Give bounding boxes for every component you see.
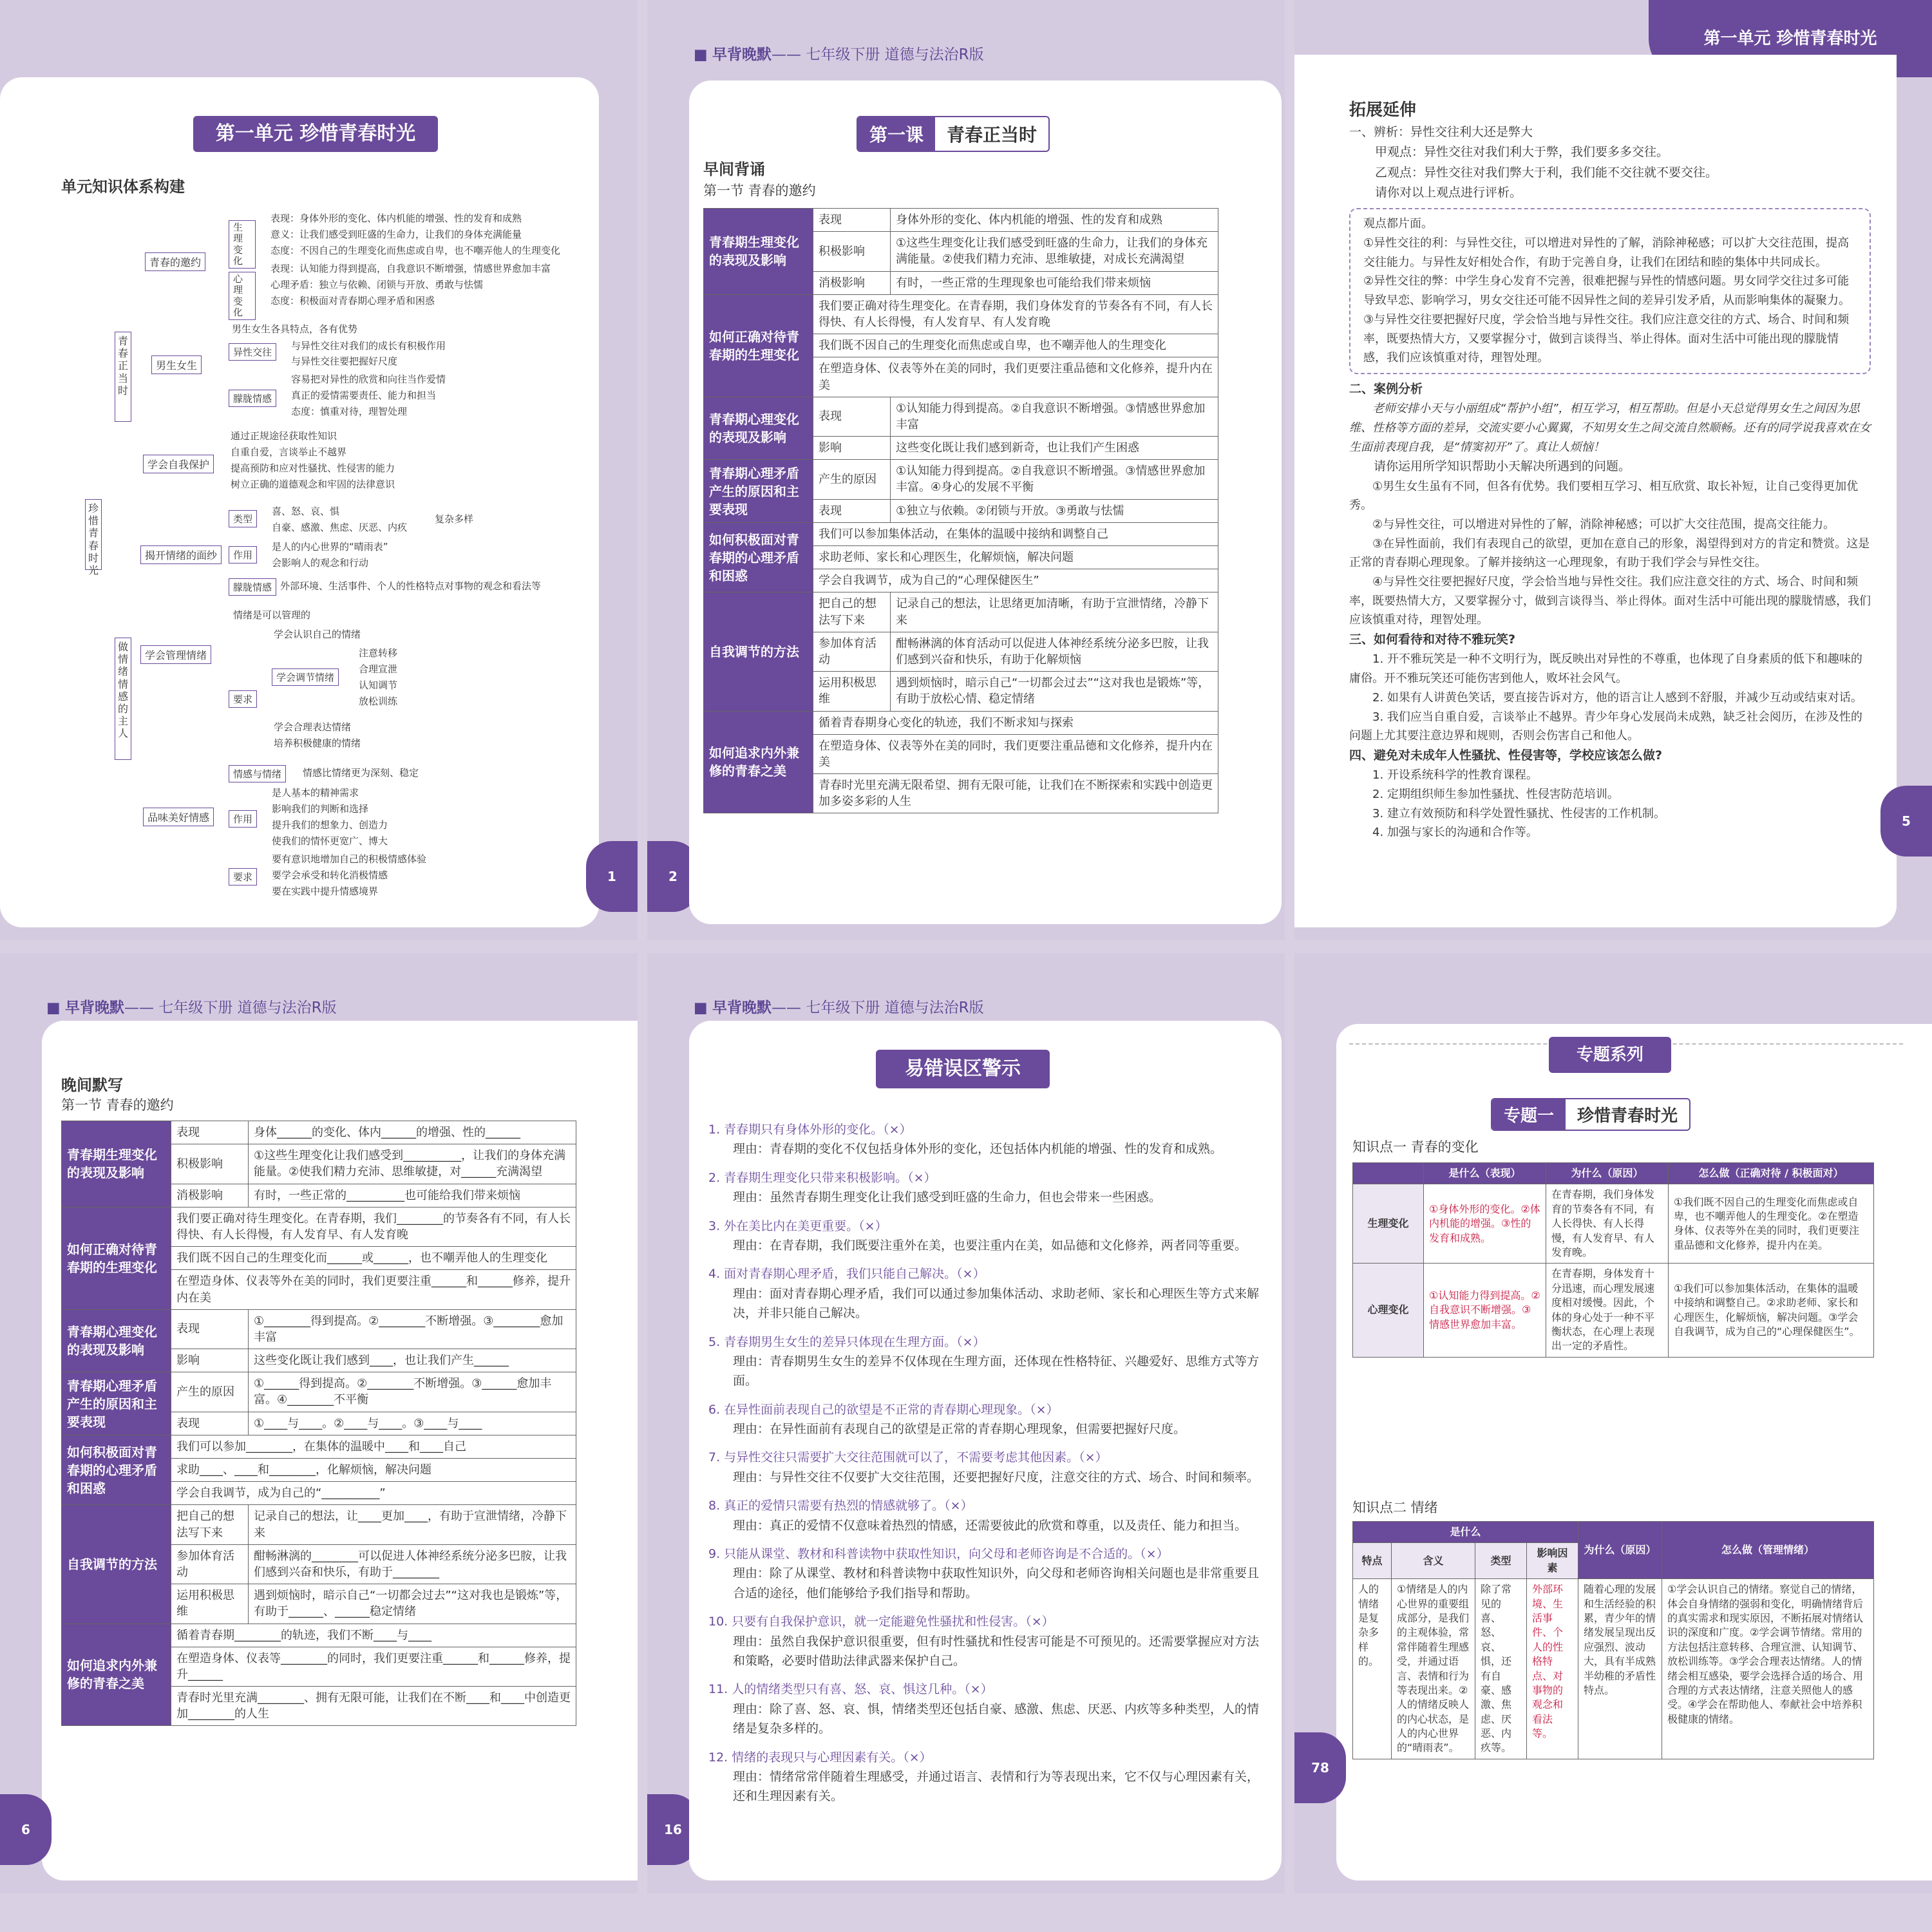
table-row (1353, 1579, 1874, 1759)
mm-node: 异性交往 (229, 343, 276, 361)
lesson-title: 青春正当时 (947, 124, 1037, 146)
error-reason: 理由：青春期的变化不仅包括身体外形的变化，还包括体内机能的增强、性的发育和成熟。 (733, 1142, 1223, 1157)
case-text: 老师安排小天与小丽组成“帮护小组”，相互学习，相互帮助。但是小天总觉得男女生之间因为思维、性格等方面的差异，交流实要小心翼翼，不知男女生之间交流自然顺畅。还有的同学说我喜欢在女生面前表现自我，是“情窦初开”了。真让人烦恼！ (1349, 402, 1871, 454)
answer-line: ②异性交往的弊：中学生身心发育不完善，很难把握与异性的情感问题。男女同学交往过多可能导致早恋、影响学习，男女交往还可能不因异性之间的差异引发矛盾，从而影响集体的凝聚力。 (1363, 274, 1850, 308)
table-row (62, 1207, 576, 1246)
viewpoint: 乙观点：异性交往对我们弊大于利，我们能不交往就不要交往。 (1375, 165, 1718, 180)
error-statement: 2. 青春期生理变化只带来积极影响。（×） (708, 1170, 936, 1185)
row-content: 遇到烦恼时，暗示自己“一切都会过去”“这对我也是锻炼”等，有助于放松心情、稳定情绪 (891, 672, 1218, 711)
viewpoint: 甲观点：异性交往对我们利大于弊，我们要多多交往。 (1375, 145, 1669, 160)
row-cell: ①我们可以参加集体活动，在集体的温暖中接纳和调整自己。②求助老师、家长和心理医生，化解烦恼，解决问题。③学会自我调节，成为自己的“心理保健医生”。 (1669, 1264, 1874, 1357)
row-content: 酣畅淋漓的体育活动可以促进人体神经系统分泌多巴胺，让我们感到兴奋和快乐，有助于化解烦恼 (891, 632, 1218, 671)
row-content: ①认知能力得到提高。②自我意识不断增强。③情感世界愈加丰富。④身心的发展不平衡 (891, 460, 1218, 499)
header-subtitle: —— 七年级下册 道德与法治R版 (124, 999, 337, 1016)
column-header: 怎么做（管理情绪） (1662, 1522, 1874, 1579)
row-content: 青春时光里充满无限希望、拥有无限可能，让我们在不断探索和实践中创造更加多姿多彩的人生 (813, 774, 1218, 813)
table-row (1353, 1264, 1874, 1357)
row-content: ①________得到提高。②________不断增强。③________愈加丰富 (249, 1309, 576, 1349)
row-content: ①______得到提高。②________不断增强。③______愈加丰富。④________不平衡 (249, 1372, 576, 1412)
brand: 早背晚默 (65, 999, 125, 1016)
row-subcategory: 运用积极思维 (813, 672, 891, 711)
row-content: 在塑造身体、仪表等________的同时，我们更要注重______和______修养，提升______ (171, 1647, 576, 1686)
answer-line: ③与异性交往要把握好尺度，学会恰当地与异性交往。我们应注意交往的方式、场合、时间和频率，既要热情大方，又要掌握分寸，做到言谈得当、举止得体。面对生活中可能出现的朦胧情感，我们应该慎重对待，理智处理。 (1363, 312, 1850, 365)
row-subcategory: 表现 (813, 499, 891, 522)
page-78 (1294, 953, 1932, 1893)
row-cell: 在青春期，身体发育十分迅速，而心理发展速度相对缓慢。因此，个体的身心处于一种不平衡状态，在心理上表现出一定的矛盾性。 (1546, 1264, 1669, 1357)
row-content: 在塑造身体、仪表等外在美的同时，我们更要注重品德和文化修养，提升内在美 (813, 734, 1218, 773)
row-cell: 在青春期，我们身体发育的节奏各有不同，有人长得快、有人长得慢，有人发育早、有人发育晚。 (1546, 1184, 1669, 1264)
mm-leaf: 外部环境、生活事件、个人的性格特点对事物的观念和看法等 (280, 580, 542, 592)
mm-node: 要求 (229, 868, 257, 886)
prompt: 请你运用所学知识帮助小天解决所遇到的问题。 (1374, 459, 1631, 474)
page-number: 5 (1880, 786, 1932, 857)
table-row (704, 522, 1218, 545)
column-header: 是什么 (1353, 1522, 1578, 1543)
mm-leaf: 是人的内心世界的“晴雨表” (272, 541, 388, 553)
row-content: 我们要正确对待生理变化。在青春期，我们________的节奏各有不同，有人长得快、有人长得慢，有人发育早、有人发育晚 (171, 1207, 576, 1246)
header-subtitle: —— 七年级下册 道德与法治R版 (772, 999, 984, 1016)
row-subcategory: 参加体育活动 (813, 632, 891, 671)
column-header: 是什么（表现） (1424, 1163, 1546, 1184)
dictation-table (61, 1121, 576, 1726)
mm-node: 揭开情绪的面纱 (140, 545, 222, 564)
brand: 早背晚默 (712, 46, 772, 63)
error-reason: 理由：除了从课堂、教材和科普读物中获取性知识外，向父母和老师咨询相关问题也是非常重要且合适的途径，他们能够给予我们指导和帮助。 (733, 1566, 1260, 1600)
row-subcategory: 表现 (813, 397, 891, 436)
error-reason: 理由：真正的爱情不仅意味着热烈的情感，还需要彼此的欣赏和尊重，以及责任、能力和担当。 (733, 1518, 1247, 1533)
lesson-no: 第一课 (858, 117, 935, 151)
row-cell: 外部环境、生活事件、个人的性格特点、对事物的观念和看法等。 (1527, 1579, 1578, 1759)
row-category: 青春期心理变化的表现及影响 (704, 397, 813, 460)
row-category: 青春期生理变化的表现及影响 (704, 209, 813, 295)
column-header: 为什么（原因） (1578, 1522, 1662, 1579)
row-content: 我们可以参加________，在集体的温暖中____和____自己 (171, 1435, 576, 1458)
row-subcategory: 影响 (813, 437, 891, 460)
page-number: 1 (586, 841, 638, 912)
mm-node: 朦胧情感 (229, 390, 276, 407)
table-header (1353, 1163, 1874, 1184)
mm-leaf: 情绪是可以管理的 (233, 609, 311, 621)
table-row (62, 1505, 576, 1544)
page-1 (0, 0, 638, 940)
row-subcategory: 表现 (171, 1121, 249, 1144)
error-reason: 理由：在异性面前有表现自己的欲望是正常的青春期心理现象，但需要把握好尺度。 (733, 1422, 1186, 1437)
row-content: 身体______的变化、体内______的增强、性的______ (249, 1121, 576, 1144)
mm-node: 情感与情绪 (229, 765, 286, 782)
column-header: 影响因素 (1527, 1543, 1578, 1579)
row-subcategory: 表现 (171, 1412, 249, 1435)
page-16-card (689, 1021, 1282, 1880)
row-content: 循着青春期身心变化的轨迹，我们不断求知与探索 (813, 711, 1218, 734)
topic-banner (1491, 1098, 1690, 1131)
mm-leaf: 树立正确的道德观念和牢固的法律意识 (231, 478, 395, 490)
error-reason: 理由：与异性交往不仅要扩大交往范围，还要把握好尺度，注意交往的方式、场合、时间和频率。 (733, 1470, 1260, 1484)
mm-leaf: 使我们的情怀更宽广、博大 (272, 835, 388, 847)
row-subcategory: 消极影响 (171, 1184, 249, 1207)
mm-leaf: 合理宣泄 (359, 663, 398, 675)
mm-node: 作用 (229, 810, 257, 828)
section-title: 拓展延伸 (1349, 100, 1417, 120)
row-subcategory: 表现 (813, 209, 891, 232)
row-content: 学会自我调节，成为自己的“心理保健医生” (813, 569, 1218, 592)
row-category: 青春期生理变化的表现及影响 (62, 1121, 171, 1208)
error-reason: 理由：面对青春期心理矛盾，我们可以通过参加集体活动、求助老师、家长和心理医生等方式来解决，并非只能自己解决。 (733, 1286, 1260, 1321)
question: 二、案例分析 (1349, 381, 1423, 396)
row-subcategory: 产生的原因 (813, 460, 891, 499)
mm-leaf: 自重自爱，言谈举止不越界 (231, 446, 347, 458)
row-subcategory: 积极影响 (171, 1144, 249, 1184)
mm-leaf: 表现：身体外形的变化、体内机能的增强、性的发育和成熟 (270, 213, 522, 224)
running-header: ■ 早背晚默—— 七年级下册 道德与法治R版 (694, 46, 984, 63)
mm-node: 类型 (229, 510, 257, 527)
topic-no: 专题一 (1492, 1099, 1566, 1130)
mm-leaf: 与异性交往要把握好尺度 (291, 355, 398, 367)
prompt: 请你对以上观点进行评析。 (1375, 185, 1522, 200)
running-header: ■ 早背晚默—— 七年级下册 道德与法治R版 (694, 999, 984, 1016)
answer-line: ④与异性交往要把握好尺度，学会恰当地与异性交往。我们应注意交往的方式、场合、时间和频率，既要热情大方，又要掌握分寸，做到言谈得当、举止得体。面对生活中可能出现的朦胧情感，我们应该慎重对待，理智处理。 (1349, 575, 1871, 627)
change-table (1352, 1162, 1874, 1358)
error-statement: 1. 青春期只有身体外形的变化。（×） (708, 1122, 912, 1137)
row-content: 这些变化既让我们感到新奇，也让我们产生困惑 (891, 437, 1218, 460)
error-reason: 理由：虽然青春期生理变化让我们感受到旺盛的生命力，但也会带来一些困惑。 (733, 1190, 1162, 1205)
page-6 (0, 953, 638, 1893)
mm-leaf: 态度：积极面对青春期心理矛盾和困惑 (270, 295, 435, 307)
mm-node: 要求 (229, 690, 257, 708)
row-content: 有时，一些正常的__________也可能给我们带来烦恼 (249, 1184, 576, 1207)
mm-leaf: 要有意识地增加自己的积极情感体验 (272, 853, 427, 865)
table-header (1353, 1522, 1874, 1543)
error-statement: 12. 情绪的表现只与心理因素有关。（×） (708, 1750, 932, 1765)
row-subcategory: 参加体育活动 (171, 1544, 249, 1584)
error-reason: 理由：情绪常常伴随着生理感受，并通过语言、表情和行为等表现出来，它不仅与心理因素有关，还和生理因素有关。 (733, 1769, 1260, 1804)
error-statement: 4. 面对青春期心理矛盾，我们只能自己解决。（×） (708, 1267, 985, 1282)
emotion-table (1352, 1521, 1874, 1759)
error-statement: 8. 真正的爱情只需要有热烈的情感就够了。（×） (708, 1499, 973, 1513)
answer-line: 4. 加强与家长的沟通和合作等。 (1372, 826, 1538, 840)
row-category: 心理变化 (1353, 1264, 1424, 1357)
page-number: 78 (1294, 1732, 1346, 1803)
error-statement: 9. 只能从课堂、教材和科普读物中获取性知识，向父母和老师咨询是不合适的。（×） (708, 1547, 1169, 1562)
series-banner: 专题系列 (1549, 1037, 1671, 1073)
table-row (62, 1435, 576, 1458)
answer-line: 2. 定期组织师生参加性骚扰、性侵害防范培训。 (1372, 787, 1619, 801)
row-subcategory: 影响 (171, 1349, 249, 1372)
mm-leaf: 学会合理表达情绪 (274, 721, 352, 733)
row-category: 青春期心理矛盾产生的原因和主要表现 (704, 460, 813, 523)
mm-leaf: 要在实践中提升情感境界 (272, 886, 379, 897)
question: 一、辨析：异性交往利大还是弊大 (1349, 125, 1533, 139)
row-subcategory: 消极影响 (813, 271, 891, 294)
row-content: 在塑造身体、仪表等外在美的同时，我们更要注重品德和文化修养，提升内在美 (813, 357, 1218, 397)
mm-node: 生理变化 (229, 220, 256, 269)
mm-leaf: 容易把对异性的欣赏和向往当作爱情 (291, 374, 446, 385)
unit-banner: 第一单元 珍惜青春时光 (193, 116, 438, 152)
row-cell: ①身体外形的变化。②体内机能的增强。③性的发育和成熟。 (1424, 1184, 1546, 1264)
mm-leaf: 态度：慎重对待，理智处理 (291, 406, 408, 417)
page-2 (647, 0, 1285, 940)
topic-title: 珍惜青春时光 (1577, 1106, 1678, 1126)
page-6-card (42, 1021, 638, 1880)
row-category: 自我调节的方法 (62, 1505, 171, 1624)
mm-leaf: 心理矛盾：独立与依赖、闭锁与开放、勇敢与怯懦 (270, 279, 484, 290)
mm-leaf: 提升我们的想象力、创造力 (272, 819, 388, 831)
row-subcategory: 积极影响 (813, 232, 891, 271)
mm-root: 珍惜青春时光 (85, 499, 102, 570)
warning-banner: 易错误区警示 (876, 1050, 1050, 1088)
page-1-card (0, 77, 599, 927)
mm-branch-2: 做情绪情感的主人 (115, 638, 131, 760)
answer-line: 观点都片面。 (1363, 217, 1433, 231)
brand: 早背晚默 (712, 999, 772, 1016)
mm-leaf: 学会认识自己的情绪 (274, 629, 361, 640)
mm-node: 作用 (229, 546, 257, 564)
row-subcategory: 把自己的想法写下来 (171, 1505, 249, 1544)
table-row (62, 1624, 576, 1647)
row-content: 我们可以参加集体活动，在集体的温暖中接纳和调整自己 (813, 522, 1218, 545)
column-header: 类型 (1475, 1543, 1527, 1579)
error-reason: 理由：在青春期，我们既要注重外在美，也要注重内在美，如品德和文化修养，两者同等重要。 (733, 1238, 1247, 1253)
answer-line: ②与异性交往，可以增进对异性的了解，消除神秘感；可以扩大交往范围，提高交往能力。 (1372, 518, 1835, 531)
row-content: 学会自我调节，成为自己的“__________” (171, 1482, 576, 1505)
mm-node: 青春的邀约 (145, 252, 205, 271)
mm-leaf: 注意转移 (359, 647, 398, 659)
mm-leaf: 会影响人的观念和行动 (272, 557, 369, 569)
header-subtitle: —— 七年级下册 道德与法治R版 (772, 46, 984, 63)
running-header: ■ 早背晚默—— 七年级下册 道德与法治R版 (46, 999, 337, 1016)
page-5 (1294, 0, 1932, 940)
page-number: 2 (647, 841, 699, 912)
section-title: 单元知识体系构建 (61, 178, 185, 196)
error-statement: 5. 青春期男生女生的差异只体现在生理方面。（×） (708, 1334, 985, 1349)
row-content: 循着青春期________的轨迹，我们不断____与____ (171, 1624, 576, 1647)
page-5-card (1294, 55, 1897, 927)
table-row (62, 1372, 576, 1412)
page-number: 16 (647, 1794, 699, 1865)
row-category: 青春期心理矛盾产生的原因和主要表现 (62, 1372, 171, 1435)
row-subcategory: 表现 (171, 1309, 249, 1349)
error-reason: 理由：虽然自我保护意识很重要，但有时性骚扰和性侵害可能是不可预见的。还需要掌握应对方法和策略，必要时借助法律武器来保护自己。 (733, 1634, 1260, 1668)
row-category: 如何追求内外兼修的青春之美 (62, 1624, 171, 1726)
row-content: 遇到烦恼时，暗示自己“一切都会过去”“这对我也是锻炼”等，有助于______、______稳定情绪 (249, 1584, 576, 1624)
mm-node: 心理变化 (229, 272, 256, 320)
mm-leaf: 提高预防和应对性骚扰、性侵害的能力 (231, 462, 395, 474)
column-header: 含义 (1392, 1543, 1475, 1579)
row-content: 这些变化既让我们感到____，也让我们产生______ (249, 1349, 576, 1372)
answer-line: 1. 开设系统科学的性教育课程。 (1372, 768, 1538, 782)
mm-leaf: 真正的爱情需要责任、能力和担当 (291, 390, 437, 401)
row-content: 求助老师、家长和心理医生，化解烦恼，解决问题 (813, 546, 1218, 569)
extension-content (1349, 122, 1871, 842)
column-header: 怎么做（正确对待 / 积极面对） (1669, 1163, 1874, 1184)
answer-box (1349, 208, 1871, 374)
row-subcategory: 把自己的想法写下来 (813, 592, 891, 632)
row-content: 求助____、____和________，化解烦恼，解决问题 (171, 1459, 576, 1482)
row-content: 在塑造身体、仪表等外在美的同时，我们更要注重______和______修养，提升内在美 (171, 1270, 576, 1309)
error-statement: 11. 人的情绪类型只有喜、怒、哀、惧这几种。（×） (708, 1682, 993, 1697)
answer-line: ①异性交往的利：与异性交往，可以增进对异性的了解，消除神秘感；可以扩大交往范围，提高交往能力。与异性友好相处合作，有助于完善自身，让我们在团结和睦的集体中共同成长。 (1363, 236, 1850, 269)
error-statement: 7. 与异性交往只需要扩大交往范围就可以了，不需要考虑其他因素。（×） (708, 1450, 1108, 1465)
row-content: 我们要正确对待生理变化。在青春期，我们身体发育的节奏各有不同，有人长得快、有人长得慢，有人发育早、有人发育晚 (813, 294, 1218, 334)
error-statement: 3. 外在美比内在美更重要。（×） (708, 1218, 887, 1233)
mm-leaf: 男生女生各具特点，各有优势 (232, 323, 358, 335)
error-reason: 理由：除了喜、怒、哀、惧，情绪类型还包括自豪、感激、焦虑、厌恶、内疚等多种类型，人的情绪是复杂多样的。 (733, 1701, 1260, 1736)
row-cell: ①我们既不因自己的生理变化而焦虑或自卑，也不嘲弄他人的生理变化。②在塑造身体、仪表等外在美的同时，我们更要注重品德和文化修养，提升内在美。 (1669, 1184, 1874, 1264)
row-content: 酣畅淋漓的________可以促进人体神经系统分泌多巴胺，让我们感到兴奋和快乐，有助于________ (249, 1544, 576, 1584)
answer-line: 3. 我们应当自重自爱，言谈举止不越界。青少年身心发展尚未成熟，缺乏社会阅历，在涉及性的问题上尤其要注意边界和规则，否则会伤害自己和他人。 (1349, 710, 1862, 743)
mm-leaf: 培养积极健康的情绪 (274, 737, 361, 749)
answer-line: ③在异性面前，我们有表现自己的欲望，更加在意自己的形象，渴望得到对方的肯定和赞赏。这是正常的青春期心理现象。了解并接纳这一心理现象，有助于我们学会与异性交往。 (1349, 536, 1870, 570)
table-row (1353, 1184, 1874, 1264)
table-row (704, 592, 1218, 632)
page-number: 6 (0, 1794, 52, 1865)
row-content: ①独立与依赖。②闭锁与开放。③勇敢与怯懦 (891, 499, 1218, 522)
mm-leaf: 是人基本的精神需求 (272, 787, 359, 799)
row-subcategory: 运用积极思维 (171, 1584, 249, 1624)
row-content: ①____与____。②____与____。③____与____ (249, 1412, 576, 1435)
mm-node: 品味美好情感 (143, 808, 214, 826)
mm-node: 男生女生 (151, 355, 202, 374)
row-content: ①这些生理变化让我们感受到__________，让我们的身体充满能量。②使我们精力充沛、思维敏捷，对______充满渴望 (249, 1144, 576, 1184)
row-category: 如何积极面对青春期的心理矛盾和困惑 (62, 1435, 171, 1505)
mm-leaf: 态度：不因自己的生理变化而焦虑或自卑，也不嘲弄他人的生理变化 (270, 245, 561, 256)
mm-leaf: 与异性交往对我们的成长有积极作用 (291, 340, 446, 352)
mm-node: 学会调节情绪 (272, 668, 339, 686)
answer-line: 1. 开不雅玩笑是一种不文明行为，既反映出对异性的不尊重，也体现了自身素质的低下和趣味的庸俗。开不雅玩笑还可能伤害到他人，败坏社会风气。 (1349, 652, 1862, 686)
row-content: ①认知能力得到提高。②自我意识不断增强。③情感世界愈加丰富 (891, 397, 1218, 436)
answer-line: 3. 建立有效预防和科学处置性骚扰、性侵害的工作机制。 (1372, 806, 1665, 820)
mm-leaf: 复杂多样 (435, 513, 474, 525)
answer-line: 2. 如果有人讲黄色笑话，要直接告诉对方，他的语言让人感到不舒服，并减少互动或结束对话。 (1372, 690, 1862, 705)
subsection-title: 第一节 青春的邀约 (703, 183, 816, 198)
knowledge-point: 知识点一 青春的变化 (1352, 1139, 1479, 1155)
column-header: 特点 (1353, 1543, 1392, 1579)
question: 四、避免对未成年人性骚扰、性侵害等，学校应该怎么做? (1349, 748, 1663, 762)
question: 三、如何看待和对待不雅玩笑? (1349, 632, 1516, 647)
mm-leaf: 认知调节 (359, 679, 398, 691)
mm-leaf: 通过正规途径获取性知识 (231, 430, 337, 442)
mm-branch-1: 青春正当时 (115, 332, 131, 422)
row-category: 如何追求内外兼修的青春之美 (704, 711, 813, 813)
error-statement: 6. 在异性面前表现自己的欲望是不正常的青春期心理现象。（×） (708, 1402, 1059, 1417)
row-content: ①这些生理变化让我们感受到旺盛的生命力，让我们的身体充满能量。②使我们精力充沛、思维敏捷，对成长充满渴望 (891, 232, 1218, 271)
row-cell: 随着心理的发展和生活经验的积累，青少年的情绪发展呈现出反应强烈、波动大，具有半成熟半幼稚的矛盾性特点。 (1578, 1579, 1662, 1759)
mm-node: 朦胧情感 (229, 578, 276, 596)
table-row (704, 460, 1218, 499)
mm-leaf: 要学会承受和转化消极情感 (272, 869, 388, 881)
mm-leaf: 影响我们的判断和选择 (272, 803, 369, 815)
mm-node: 学会自我保护 (143, 455, 214, 473)
row-category: 如何积极面对青春期的心理矛盾和困惑 (704, 522, 813, 592)
mm-node: 学会管理情绪 (140, 645, 211, 664)
unit-tab: 第一单元 珍惜青春时光 (1649, 0, 1932, 77)
mm-leaf: 情感比情绪更为深刻、稳定 (303, 767, 419, 779)
row-category: 如何正确对待青春期的生理变化 (62, 1207, 171, 1309)
row-cell: ①学会认识自己的情绪。察觉自己的情绪，体会自身情绪的强弱和变化，明确情绪背后的真实需求和现实原因，不断拓展对情绪认识的深度和广度。②学会调节情绪。常用的方法包括注意转移、合理宣泄、认知调节、放松训练等。③学会合理表达情绪。人的情绪会相互感染，要学会选择合适的场合、用合理的方式表达情绪，注意关照他人的感受。④学会在帮助他人、奉献社会中培养积极健康的情绪。 (1662, 1579, 1874, 1759)
table-row (62, 1309, 576, 1349)
row-content: 身体外形的变化、体内机能的增强、性的发育和成熟 (891, 209, 1218, 232)
subsection-title: 第一节 青春的邀约 (61, 1097, 174, 1113)
row-category: 自我调节的方法 (704, 592, 813, 711)
error-statement: 10. 只要有自我保护意识，就一定能避免性骚扰和性侵害。（×） (708, 1615, 1054, 1629)
mm-leaf: 意义：让我们感受到旺盛的生命力，让我们的身体充满能量 (270, 229, 522, 240)
row-cell: ①情绪是人的内心世界的重要组成部分，是我们的主观体验，常常伴随着生理感受，并通过语言、表情和行为等表现出来。②人的情绪反映人的内心状态，是人的内心世界的“晴雨表”。 (1392, 1579, 1475, 1759)
recite-table (703, 208, 1218, 813)
mm-leaf: 喜、怒、哀、惧 (272, 506, 340, 517)
row-category: 青春期心理变化的表现及影响 (62, 1309, 171, 1372)
error-reason: 理由：青春期男生女生的差异不仅体现在生理方面，还体现在性格特征、兴趣爱好、思维方式等方面。 (733, 1354, 1260, 1388)
row-category: 如何正确对待青春期的生理变化 (704, 294, 813, 397)
answer-line: ①男生女生虽有不同，但各有优势。我们要相互学习、相互欣赏、取长补短，让自己变得更加优秀。 (1349, 479, 1859, 513)
table-row (62, 1121, 576, 1144)
row-content: 青春时光里充满________、拥有无限可能，让我们在不断____和____中创造更加________的人生 (171, 1687, 576, 1726)
row-content: 我们既不因自己的生理变化而焦虑或自卑，也不嘲弄他人的生理变化 (813, 334, 1218, 357)
row-content: 我们既不因自己的生理变化而______或______，也不嘲弄他人的生理变化 (171, 1247, 576, 1270)
lesson-banner (857, 116, 1050, 152)
row-cell: ①认知能力得到提高。②自我意识不断增强。③情感世界愈加丰富。 (1424, 1264, 1546, 1357)
table-row (704, 711, 1218, 734)
error-list (708, 1111, 1262, 1806)
table-row (704, 294, 1218, 334)
mm-leaf: 表现：认知能力得到提高，自我意识不断增强，情感世界愈加丰富 (270, 263, 551, 274)
row-category: 生理变化 (1353, 1184, 1424, 1264)
column-header: 为什么（原因） (1546, 1163, 1669, 1184)
row-content: 记录自己的想法，让思绪更加清晰，有助于宣泄情绪，冷静下来 (891, 592, 1218, 632)
row-cell: 人的情绪是复杂多样的。 (1353, 1579, 1392, 1759)
row-subcategory: 产生的原因 (171, 1372, 249, 1412)
row-cell: 除了常见的喜、怒、哀、惧，还有自豪、感激、焦虑、厌恶、内疚等。 (1475, 1579, 1527, 1759)
mm-leaf: 放松训练 (359, 696, 398, 707)
knowledge-point: 知识点二 情绪 (1352, 1500, 1438, 1515)
row-content: 有时，一些正常的生理现象也可能给我们带来烦恼 (891, 271, 1218, 294)
page-78-card (1336, 1024, 1932, 1880)
table-row (704, 397, 1218, 436)
table-row (704, 209, 1218, 232)
section-title: 早间背诵 (703, 160, 765, 178)
page-16 (647, 953, 1285, 1893)
mm-leaf: 自豪、感激、焦虑、厌恶、内疚 (272, 522, 408, 533)
section-title: 晚间默写 (61, 1076, 123, 1094)
page-2-card (689, 80, 1282, 924)
row-content: 记录自己的想法，让____更加____，有助于宣泄情绪，冷静下来 (249, 1505, 576, 1544)
column-header (1353, 1163, 1424, 1184)
